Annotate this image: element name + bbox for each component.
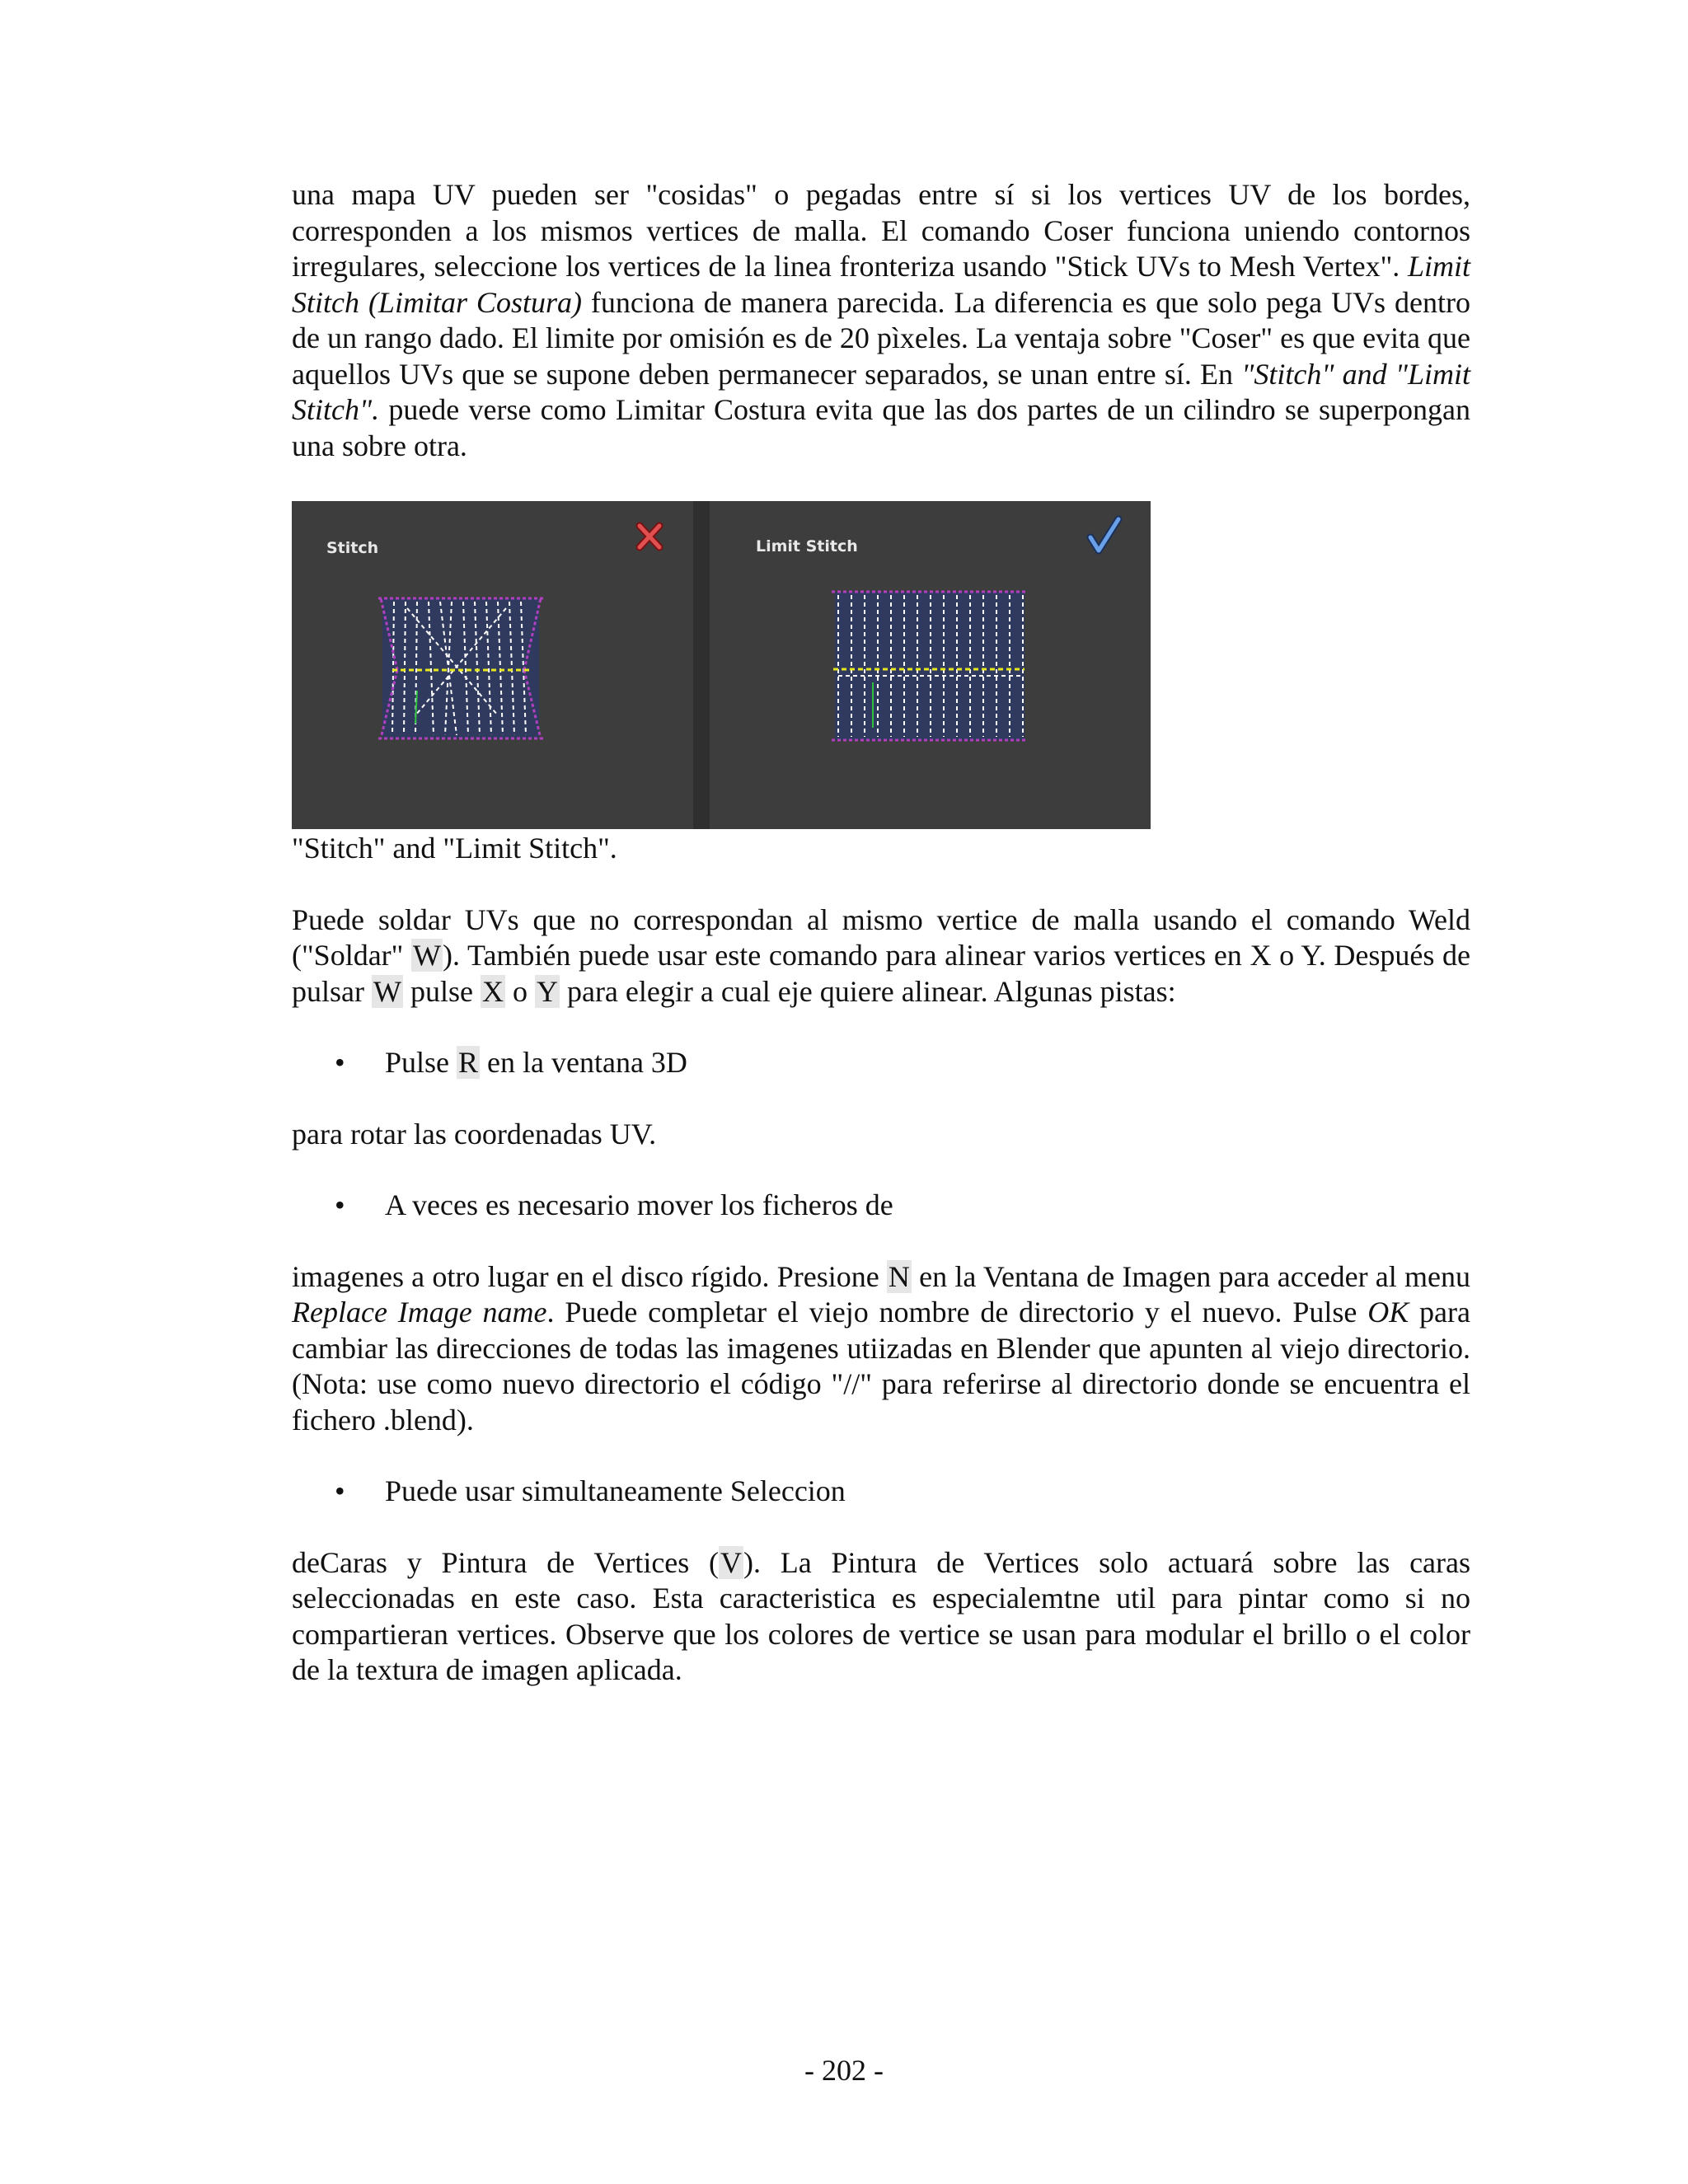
bullet-dot: • (335, 1474, 345, 1507)
spacer (292, 1081, 1470, 1117)
paragraph-replace-image (292, 1259, 1470, 1439)
text-span: en la ventana 3D (480, 1046, 687, 1079)
key-w: W (413, 939, 441, 972)
bullet-item-rotate (292, 1045, 1470, 1081)
figure-caption: "Stitch" and "Limit Stitch". (292, 832, 617, 865)
text-span: ). La Pintura de Vertices solo actuará sobre las caras seleccionadas en este caso. Esta caracteristica es especialemtne util para pintar como si no compartieran vertices. Observe que los colores de vertice se usan para modular el brillo o el color de la textura de imagen aplicada. (292, 1545, 1470, 1686)
spacer (292, 1438, 1470, 1474)
key-n: N (888, 1259, 910, 1293)
stitch-panel-title: Stitch (326, 539, 379, 557)
paragraph-vertex-paint (292, 1545, 1470, 1689)
italic-ok: OK (1367, 1296, 1409, 1329)
page-body (292, 177, 1470, 1689)
text-span: Puede soldar UVs que no correspondan al mismo vertice de malla usando el comando Weld ("Soldar" (292, 902, 1470, 972)
text-span: pulse (402, 974, 481, 1008)
key-v: V (720, 1545, 743, 1579)
italic-term: Limit Stitch (Limitar Costura) (292, 250, 1470, 319)
bullet-dot: • (335, 1188, 345, 1221)
spacer (292, 1152, 1470, 1188)
key-r: R (458, 1046, 479, 1079)
page-number: - 202 - (804, 2054, 884, 2087)
text-span: puede verse como Limitar Costura evita que las dos partes de un cilindro se superpongan una sobre otra. (292, 393, 1470, 462)
text-span: deCaras y Pintura de Vertices ( (292, 1545, 720, 1579)
spacer (292, 1224, 1470, 1259)
key-w: W (373, 974, 401, 1008)
bullet-item-move-files (292, 1188, 1470, 1224)
limit-stitch-panel-title: Limit Stitch (756, 537, 858, 555)
stitch-panel-graphic (292, 501, 693, 829)
key-y: Y (536, 974, 558, 1008)
paragraph-rotate-uv: para rotar las coordenadas UV. (292, 1117, 657, 1151)
italic-menu-name: Replace Image name (292, 1296, 547, 1329)
italic-reference: "Stitch" and "Limit Stitch". (292, 357, 1470, 426)
bullet-item-selection (292, 1474, 1470, 1510)
key-x: X (481, 974, 504, 1008)
paragraph-stitch-intro (292, 177, 1470, 464)
text-span: Puede usar simultaneamente Seleccion (385, 1474, 846, 1507)
text-span: una mapa UV pueden ser "cosidas" o pegadas entre sí si los vertices UV de los bordes, corresponden a los mismos vertices de malla. El comando Coser funciona uniendo contornos irregulares, seleccione los vertices de la linea fronteriza usando "Stick UVs to Mesh Vertex". (292, 178, 1470, 283)
limit-stitch-panel-graphic (710, 501, 1151, 829)
limit-stitch-panel (710, 501, 1151, 829)
text-span: . Puede completar el viejo nombre de directorio y el nuevo. Pulse (546, 1296, 1368, 1329)
text-span: Pulse (385, 1046, 457, 1079)
text-span: imagenes a otro lugar en el disco rígido. Presione (292, 1259, 887, 1293)
text-span: para cambiar las direcciones de todas las imagenes utiizadas en Blender que apunten al viejo directorio. (Nota: use como nuevo directorio el código "//" para referirse al directorio donde se encuentra el fichero .blend). (292, 1296, 1470, 1436)
spacer (292, 1010, 1470, 1045)
limit-stitch-uv-mesh (832, 592, 1028, 740)
paragraph-weld (292, 902, 1470, 1010)
text-span: funciona de manera parecida. La diferencia es que solo pega UVs dentro de un rango dado. El limite por omisión es de 20 pìxeles. La ventaja sobre "Coser" es que evita que aquellos UVs que se supone deben permanecer separados, se unan entre sí. En (292, 285, 1471, 391)
text-span: en la Ventana de Imagen para acceder al menu (911, 1259, 1470, 1293)
text-span: o (504, 974, 535, 1008)
spacer (292, 867, 1470, 902)
text-span: ). También puede usar este comando para alinear varios vertices en X o Y. Después de pulsar (292, 939, 1470, 1008)
spacer (292, 1510, 1470, 1545)
stitch-comparison-figure (292, 501, 1151, 829)
stitch-panel (292, 501, 693, 829)
blue-check-icon (1090, 519, 1118, 551)
stitch-uv-mesh (378, 598, 543, 738)
bullet-dot: • (335, 1046, 345, 1079)
panel-divider (693, 501, 710, 829)
text-span: A veces es necesario mover los ficheros de (385, 1188, 893, 1221)
text-span: para elegir a cual eje quiere alinear. Algunas pistas: (559, 974, 1176, 1008)
red-x-icon (640, 526, 659, 547)
